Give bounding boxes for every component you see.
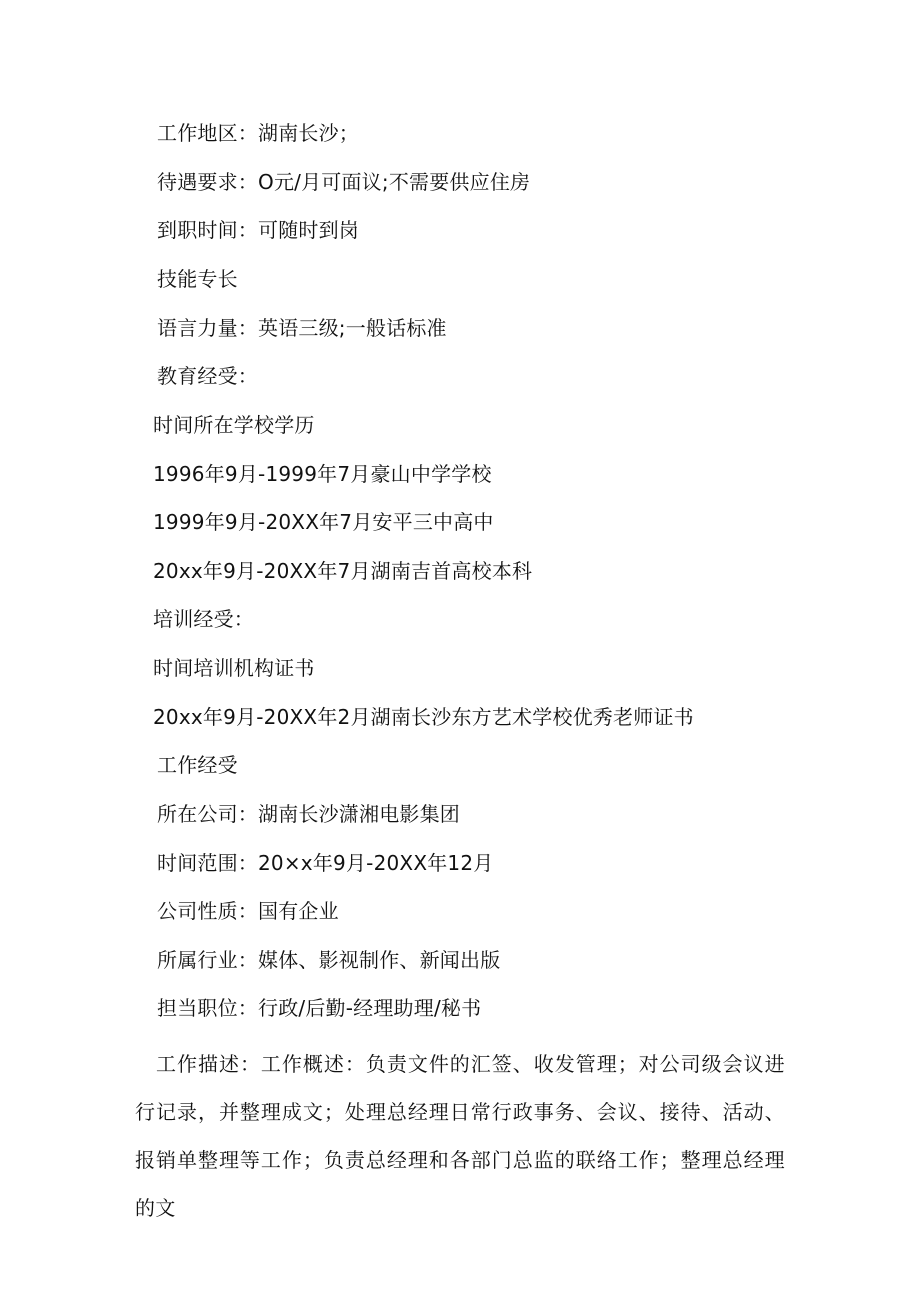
work-location: 工作地区：湖南长沙； bbox=[157, 121, 359, 145]
education-entry-2: 1999年9月-20XX年7月安平三中高中 bbox=[153, 510, 494, 534]
training-heading: 培训经受： bbox=[153, 607, 254, 631]
language-skill: 语言力量：英语三级;一般话标准 bbox=[157, 316, 447, 340]
industry: 所属行业：媒体、影视制作、新闻出版 bbox=[157, 948, 501, 972]
education-heading: 教育经受： bbox=[157, 364, 258, 388]
position: 担当职位：行政/后勤-经理助理/秘书 bbox=[157, 996, 482, 1020]
education-columns: 时间所在学校学历 bbox=[153, 413, 315, 437]
work-heading: 工作经受 bbox=[157, 753, 238, 777]
skills-heading: 技能专长 bbox=[157, 267, 238, 291]
education-entry-1: 1996年9月-1999年7月豪山中学学校 bbox=[153, 462, 492, 486]
company-name: 所在公司：湖南长沙潇湘电影集团 bbox=[157, 802, 460, 826]
salary-requirement: 待遇要求：O元/月可面议;不需要供应住房 bbox=[157, 170, 531, 194]
education-entry-3: 20xx年9月-20XX年7月湖南吉首高校本科 bbox=[153, 559, 533, 583]
time-range: 时间范围：20×x年9月-20XX年12月 bbox=[157, 851, 494, 875]
training-entry-1: 20xx年9月-20XX年2月湖南长沙东方艺术学校优秀老师证书 bbox=[153, 705, 694, 729]
work-description: 工作描述：工作概述：负责文件的汇签、收发管理；对公司级会议进行记录，并整理成文；处理总经理日常行政事务、会议、接待、活动、报销单整理等工作；负责总经理和各部门总监的联络工作；整理总经理的文 bbox=[135, 1052, 785, 1220]
training-columns: 时间培训机构证书 bbox=[153, 656, 315, 680]
company-type: 公司性质：国有企业 bbox=[157, 899, 339, 923]
start-time: 到职时间：可随时到岗 bbox=[157, 218, 359, 242]
